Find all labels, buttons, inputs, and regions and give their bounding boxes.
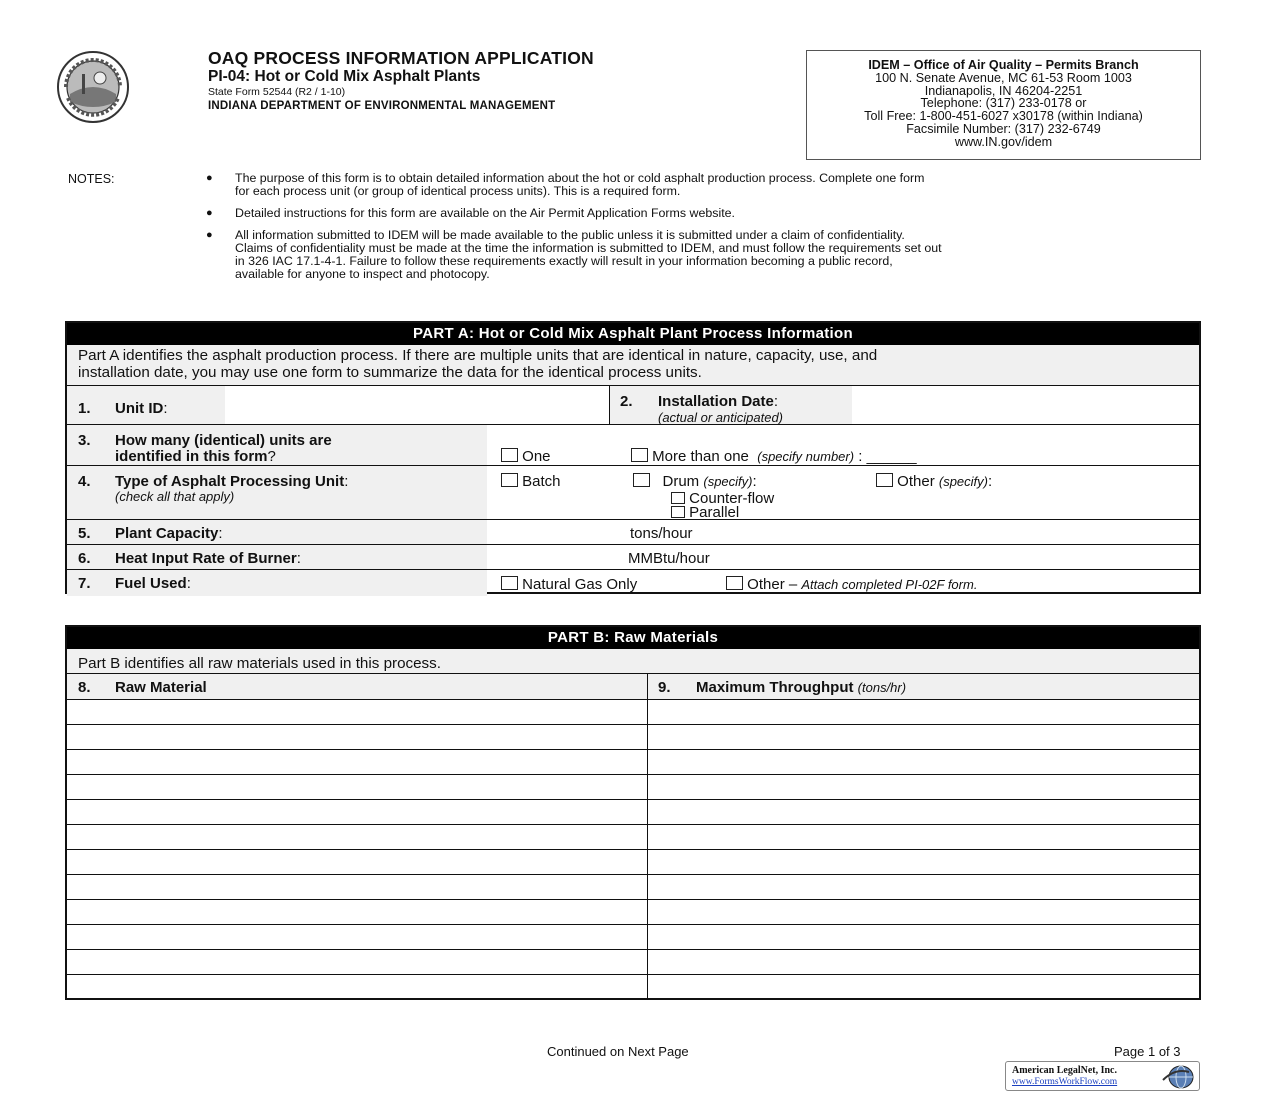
bullet-icon: ● — [206, 172, 213, 184]
q1-label — [115, 400, 168, 417]
raw-material-cell[interactable] — [67, 850, 647, 874]
option-parallel[interactable] — [671, 504, 739, 521]
raw-material-cell[interactable] — [67, 750, 647, 774]
q7-label — [115, 575, 191, 592]
address-city: Indianapolis, IN 46204-2251 — [924, 83, 1083, 98]
installation-date-input[interactable] — [852, 386, 1199, 424]
specify-note: (specify number) — [757, 449, 855, 464]
department-name: INDIANA DEPARTMENT OF ENVIRONMENTAL MANAGEMENT — [208, 100, 556, 112]
unit-count-blank[interactable]: ______ — [866, 448, 917, 465]
part-a-intro — [67, 345, 1199, 386]
raw-material-header: Raw Material — [115, 679, 207, 696]
row-unit-type — [67, 466, 1199, 520]
option-natural-gas-label: Natural Gas Only — [522, 576, 638, 593]
table-row — [67, 700, 1199, 725]
page-number: Page 1 of 3 — [1114, 1044, 1181, 1059]
q5-number: 5. — [78, 525, 91, 542]
table-row — [67, 975, 1199, 1000]
unit-type-label: Type of Asphalt Processing Unit — [115, 473, 345, 490]
q3-label-line1: How many (identical) units are — [115, 432, 332, 449]
checkbox-parallel[interactable] — [671, 506, 685, 518]
globe-icon — [1161, 1064, 1195, 1090]
max-throughput-label: Maximum Throughput — [696, 679, 854, 696]
colon: : — [296, 550, 301, 567]
q2-number: 2. — [620, 393, 633, 410]
address-street: 100 N. Senate Avenue, MC 61-53 Room 1003 — [875, 70, 1132, 85]
installation-date-label: Installation Date — [658, 393, 774, 410]
part-a-intro-line: Part A identifies the asphalt production process. If there are multiple units that are identical in nature, capacity, use, and — [78, 347, 878, 364]
q4-note: (check all that apply) — [115, 489, 235, 504]
part-b-intro: Part B identifies all raw materials used in this process. — [67, 649, 1199, 674]
throughput-cell[interactable] — [648, 700, 1199, 724]
colon: : — [773, 393, 779, 410]
checkbox-other-type[interactable] — [876, 473, 893, 487]
part-b-section — [65, 625, 1201, 1000]
note-text: in 326 IAC 17.1-4-1. Failure to follow these requirements exactly will result in your information becoming a public record, — [235, 254, 893, 268]
address-fax: Facsimile Number: (317) 232-6749 — [906, 121, 1101, 136]
colon: : — [186, 575, 191, 592]
note-item — [206, 229, 1196, 281]
bullet-icon: ● — [206, 207, 213, 219]
note-text: The purpose of this form is to obtain detailed information about the hot or cold asphalt production process. Complete one form — [235, 171, 925, 185]
raw-material-cell[interactable] — [67, 975, 647, 999]
address-website: www.IN.gov/idem — [954, 134, 1053, 149]
table-row — [67, 825, 1199, 850]
option-one-label: One — [522, 448, 551, 465]
q3-label-text: identified in this form — [115, 448, 268, 465]
q5-label — [115, 525, 223, 542]
option-one[interactable] — [501, 448, 551, 465]
notes-label: NOTES: — [68, 172, 115, 186]
form-subtitle: PI-04: Hot or Cold Mix Asphalt Plants — [208, 68, 481, 85]
raw-material-cell[interactable] — [67, 800, 647, 824]
raw-material-cell[interactable] — [67, 725, 647, 749]
q4-number: 4. — [78, 473, 91, 490]
other-fuel-note: Attach completed PI-02F form. — [801, 577, 978, 592]
throughput-cell[interactable] — [648, 875, 1199, 899]
raw-material-table-header — [67, 674, 1199, 700]
checkbox-more-than-one[interactable] — [631, 448, 648, 462]
throughput-cell[interactable] — [648, 850, 1199, 874]
checkbox-batch[interactable] — [501, 473, 518, 487]
contact-address-box — [806, 50, 1201, 160]
note-item — [206, 207, 1196, 220]
col1-number: 8. — [78, 679, 91, 696]
col2-number: 9. — [658, 679, 671, 696]
note-item — [206, 172, 1196, 198]
form-title: OAQ PROCESS INFORMATION APPLICATION — [208, 48, 594, 68]
option-other-type[interactable] — [876, 473, 992, 490]
table-row — [67, 750, 1199, 775]
row-unit-count — [67, 425, 1199, 466]
row-plant-capacity — [67, 520, 1199, 545]
form-number: State Form 52544 (R2 / 1-10) — [208, 86, 346, 98]
option-batch-label: Batch — [522, 473, 561, 490]
colon: : — [218, 525, 223, 542]
raw-material-cell[interactable] — [67, 900, 647, 924]
option-batch[interactable] — [501, 473, 561, 490]
address-telephone: Telephone: (317) 233-0178 or — [920, 96, 1087, 111]
option-parallel-label: Parallel — [689, 504, 740, 521]
option-other-fuel[interactable] — [726, 576, 977, 593]
option-more-than-one[interactable] — [631, 448, 917, 465]
checkbox-natural-gas[interactable] — [501, 576, 518, 590]
throughput-cell[interactable] — [648, 900, 1199, 924]
part-a-section — [65, 321, 1201, 594]
table-row — [67, 775, 1199, 800]
q2-label — [658, 393, 778, 410]
option-drum[interactable] — [633, 473, 757, 490]
notes-list — [206, 172, 1196, 290]
raw-material-cell[interactable] — [67, 700, 647, 724]
address-tollfree: Toll Free: 1-800-451-6027 x30178 (within Indiana) — [864, 109, 1143, 124]
table-row — [67, 725, 1199, 750]
checkbox-drum[interactable] — [633, 473, 650, 487]
q4-label — [115, 473, 348, 490]
address-office: IDEM – Office of Air Quality – Permits Branch — [868, 58, 1139, 72]
heat-input-unit: MMBtu/hour — [628, 550, 710, 567]
table-row — [67, 850, 1199, 875]
form-title-block — [208, 48, 768, 114]
logo-url-link[interactable]: www.FormsWorkFlow.com — [1012, 1077, 1118, 1087]
checkbox-counter-flow[interactable] — [671, 492, 685, 504]
column-divider — [647, 674, 648, 699]
throughput-cell[interactable] — [648, 750, 1199, 774]
plant-capacity-unit: tons/hour — [630, 525, 693, 542]
q7-number: 7. — [78, 575, 91, 592]
note-text: available for anyone to inspect and photocopy. — [235, 267, 490, 281]
option-more-label: More than one — [652, 448, 749, 465]
note-text: for each process unit (or group of identical process units). This is a required form. — [235, 184, 681, 198]
throughput-cell[interactable] — [648, 725, 1199, 749]
q6-label — [115, 550, 301, 567]
checkbox-one[interactable] — [501, 448, 518, 462]
question-mark: ? — [267, 448, 276, 465]
bullet-icon: ● — [206, 229, 213, 241]
q1-number: 1. — [78, 400, 91, 417]
colon: : — [987, 473, 993, 490]
legalnet-logo[interactable] — [1005, 1061, 1200, 1091]
throughput-cell[interactable] — [648, 925, 1199, 949]
colon: : — [163, 400, 168, 417]
option-other-label: Other — [897, 473, 935, 490]
other-specify-note: (specify) — [938, 474, 988, 489]
row-fuel-used — [67, 570, 1199, 596]
drum-specify-note: (specify) — [703, 474, 753, 489]
option-natural-gas[interactable] — [501, 576, 637, 593]
note-text: Detailed instructions for this form are available on the Air Permit Application Forms website. — [235, 206, 735, 220]
logo-company-name: American LegalNet, Inc. — [1012, 1065, 1117, 1076]
state-seal-logo — [56, 50, 130, 124]
max-throughput-header — [696, 679, 906, 696]
continued-note: Continued on Next Page — [547, 1044, 689, 1059]
q2-note: (actual or anticipated) — [658, 410, 784, 425]
plant-capacity-input[interactable] — [487, 520, 627, 544]
option-drum-label: Drum — [662, 473, 700, 490]
part-a-title: PART A: Hot or Cold Mix Asphalt Plant Process Information — [67, 323, 1199, 345]
unit-id-input[interactable] — [225, 386, 609, 424]
fuel-used-label: Fuel Used — [115, 575, 187, 592]
heat-input-input[interactable] — [487, 545, 627, 569]
row-heat-input — [67, 545, 1199, 570]
part-a-intro-line: installation date, you may use one form to summarize the data for the identical process units. — [78, 363, 702, 381]
throughput-cell[interactable] — [648, 800, 1199, 824]
note-text: Claims of confidentiality must be made at the time the information is submitted to IDEM, and must follow the requirements set out — [235, 241, 942, 255]
row-unit-id — [67, 386, 1199, 425]
throughput-cell[interactable] — [648, 975, 1199, 999]
raw-material-cell[interactable] — [67, 950, 647, 974]
q6-number: 6. — [78, 550, 91, 567]
q3-label-line2 — [115, 448, 276, 465]
raw-material-cell[interactable] — [67, 775, 647, 799]
raw-material-cell[interactable] — [67, 825, 647, 849]
throughput-cell[interactable] — [648, 825, 1199, 849]
colon: : — [858, 448, 863, 465]
throughput-cell[interactable] — [648, 775, 1199, 799]
unit-id-label: Unit ID — [115, 400, 164, 417]
raw-material-cell[interactable] — [67, 925, 647, 949]
colon: : — [752, 473, 757, 490]
table-row — [67, 950, 1199, 975]
option-other-fuel-label: Other – — [747, 576, 798, 593]
option-counter-flow-label: Counter-flow — [689, 490, 775, 507]
throughput-cell[interactable] — [648, 950, 1199, 974]
raw-material-cell[interactable] — [67, 875, 647, 899]
colon: : — [344, 473, 349, 490]
checkbox-other-fuel[interactable] — [726, 576, 743, 590]
note-text: All information submitted to IDEM will be made available to the public unless it is submitted under a claim of confidentiality. — [235, 228, 905, 242]
q3-number: 3. — [78, 432, 91, 449]
part-b-title: PART B: Raw Materials — [67, 627, 1199, 649]
table-row — [67, 800, 1199, 825]
table-row — [67, 875, 1199, 900]
table-row — [67, 925, 1199, 950]
table-row — [67, 900, 1199, 925]
throughput-unit: (tons/hr) — [857, 680, 907, 695]
heat-input-label: Heat Input Rate of Burner — [115, 550, 297, 567]
plant-capacity-label: Plant Capacity — [115, 525, 219, 542]
